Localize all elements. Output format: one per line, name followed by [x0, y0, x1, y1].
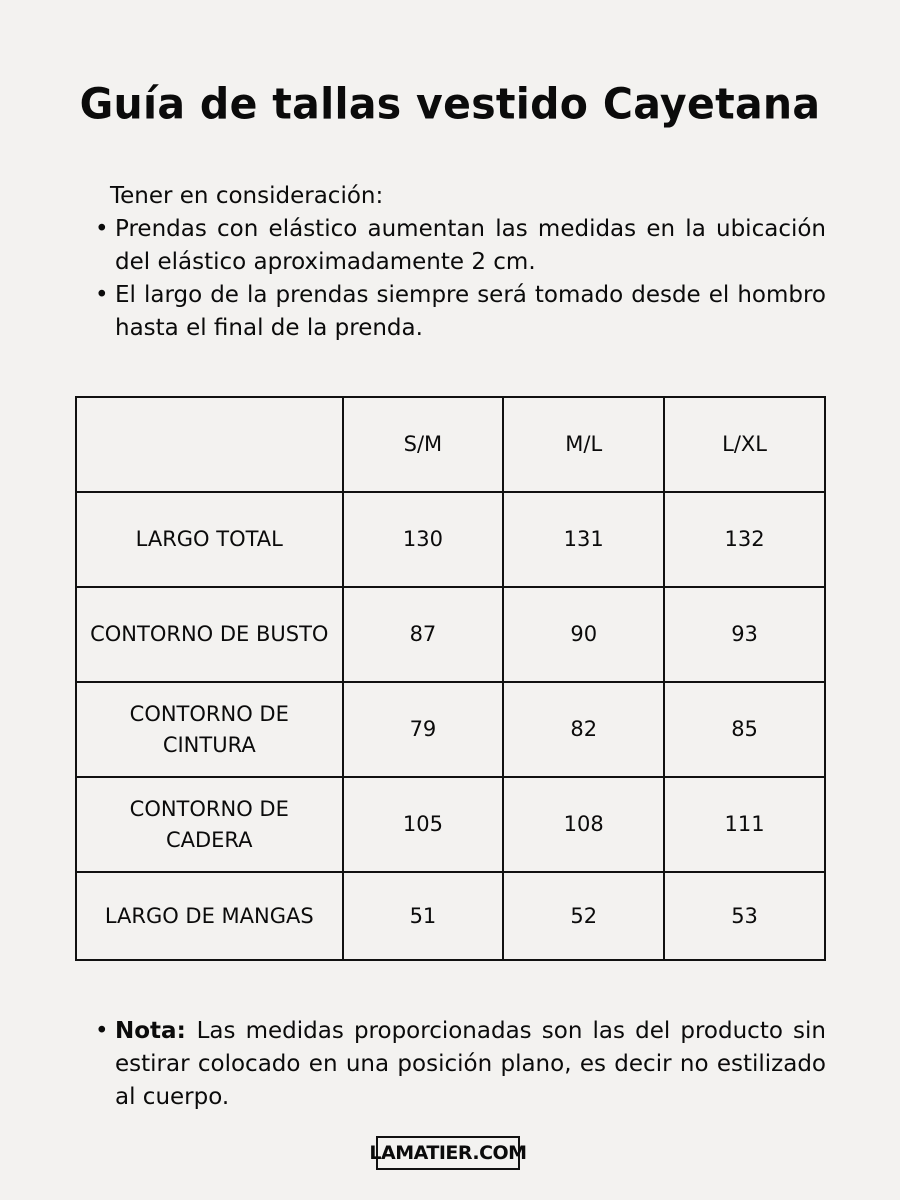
bullet-dot-icon: •: [95, 282, 109, 308]
table-row: [76, 682, 825, 777]
table-cell: 87: [343, 587, 504, 682]
table-cell: 85: [664, 682, 825, 777]
table-cell: 82: [503, 682, 664, 777]
consideration-list: [75, 213, 826, 345]
header-cell-empty: [76, 397, 343, 492]
list-item-text: El largo de la prendas siempre será tomado desde el hombro hasta el final de la prenda.: [115, 282, 826, 341]
table-cell: 130: [343, 492, 504, 587]
table-cell: 105: [343, 777, 504, 872]
table-cell: 90: [503, 587, 664, 682]
table-cell: 79: [343, 682, 504, 777]
table-cell: 108: [503, 777, 664, 872]
page-title: Guía de tallas vestido Cayetana: [79, 78, 821, 130]
row-label: LARGO TOTAL: [76, 492, 343, 587]
consideration-heading: Tener en consideración:: [110, 183, 384, 209]
note-text: Las medidas proporcionadas son las del producto sin estirar colocado en una posición plano, es decir no estilizado al cuerpo.: [115, 1018, 826, 1110]
table-cell: 131: [503, 492, 664, 587]
table-cell: 52: [503, 872, 664, 960]
note-list: [75, 1015, 826, 1114]
size-table: [75, 396, 826, 961]
header-cell-size: S/M: [343, 397, 504, 492]
header-cell-size: M/L: [503, 397, 664, 492]
bullet-dot-icon: •: [95, 216, 109, 242]
list-item: [75, 279, 826, 345]
table-row: [76, 777, 825, 872]
list-item-text: Prendas con elástico aumentan las medidas en la ubicación del elástico aproximadamente 2 cm.: [115, 216, 826, 275]
table-row: [76, 872, 825, 960]
row-label: LARGO DE MANGAS: [76, 872, 343, 960]
table-cell: 132: [664, 492, 825, 587]
note-section: [75, 1015, 826, 1114]
table-row: [76, 492, 825, 587]
table-cell: 111: [664, 777, 825, 872]
note-label: Nota:: [115, 1018, 197, 1044]
list-item: [75, 213, 826, 279]
consideration-section: [75, 180, 826, 345]
brand-logo: LAMATIER.COM: [376, 1136, 520, 1170]
table-cell: 51: [343, 872, 504, 960]
table-header-row: [76, 397, 825, 492]
list-item: [75, 1015, 826, 1114]
bullet-dot-icon: •: [95, 1018, 109, 1044]
row-label: CONTORNO DE CINTURA: [76, 682, 343, 777]
row-label: CONTORNO DE BUSTO: [76, 587, 343, 682]
row-label: CONTORNO DE CADERA: [76, 777, 343, 872]
table-cell: 53: [664, 872, 825, 960]
header-cell-size: L/XL: [664, 397, 825, 492]
table-row: [76, 587, 825, 682]
table-cell: 93: [664, 587, 825, 682]
